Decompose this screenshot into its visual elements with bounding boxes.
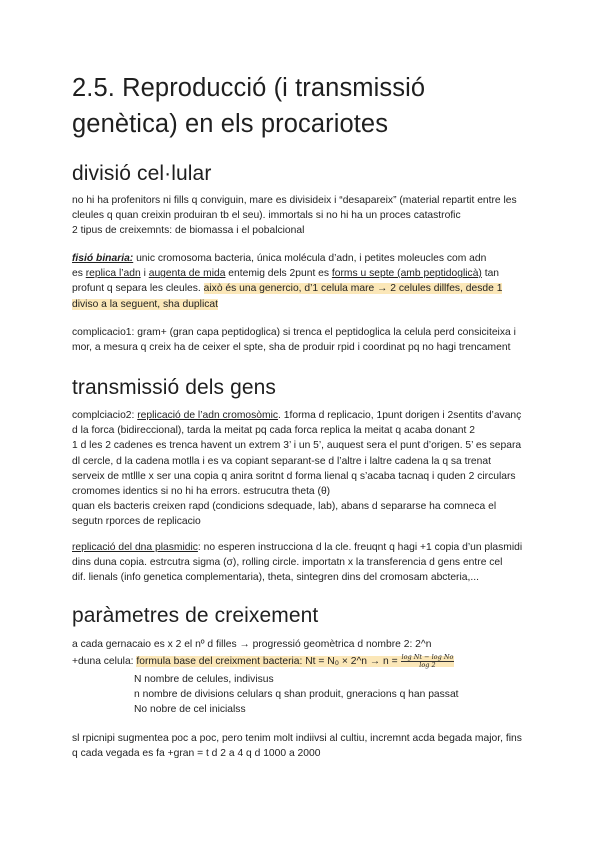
text-segment: entemig dels 2punt es	[225, 268, 332, 280]
text-line: dl cercle, d la cadena motlla i es va copiant separant-se d l’altre i laltre cadena la q sa trenat	[72, 455, 491, 467]
page-title	[72, 70, 542, 142]
text-line	[72, 266, 558, 281]
text-line: sl rpicnipi sugmentea poc a poc, pero tenim molt indiivsi al cultiu, incremnt acda begada major, fins	[72, 733, 522, 744]
definition-item: n nombre de divisions celulars q shan produit, gneracions q han passat	[134, 689, 459, 701]
text-segment: profunt q separa les cleules.	[72, 283, 204, 295]
formula-fraction	[401, 654, 455, 669]
paragraph-complicacio2	[72, 408, 558, 530]
text-line: 1 d les 2 cadenes es trenca havent un extrem 3’ i un 5’, auquest sera el punt d’origen. 5’ es separa	[72, 440, 522, 452]
term-fisio-binaria: fisió binaria:	[72, 253, 134, 264]
text-line: segutn rporces de replicacio	[72, 516, 201, 528]
text-line: dif. lienals (info genetica complementaria), theta, sintegren dins del cromosam abcteria,...	[72, 572, 479, 584]
definition-item: N nombre de celules, indivisus	[134, 674, 274, 685]
underlined-term: forms u septe (amb peptidoglicà)	[331, 268, 482, 280]
text-line	[72, 297, 558, 312]
heading-transmissio-gens: transmissió dels gens	[72, 376, 277, 399]
text-line	[72, 540, 558, 555]
text-line: no hi ha profenitors ni fills q conviguin, mare es divisideix i “desapareix” (material repartit entre les	[72, 195, 517, 206]
text-segment: unic cromosoma bacteria, única molécula d’adn, i petites moleucles com adn	[133, 253, 487, 264]
text-segment: es	[72, 268, 86, 280]
paragraph-formula	[72, 637, 558, 670]
paragraph-final	[72, 731, 558, 761]
definition-item: No nobre de cel inicialss	[134, 704, 246, 716]
heading-parametres-creixement: paràmetres de creixement	[72, 604, 319, 627]
formula-text: → n =	[367, 656, 401, 668]
text-line	[72, 408, 558, 423]
text-line: dins duna copia. estrcutra sigma (σ), rolling circle. importatn x la transferencia d gens entre cel	[72, 557, 503, 569]
text-segment: : no esperen instrucciona d la cle. freuqnt q hagi +1 copia d’un plasmidi	[197, 542, 523, 553]
text-segment: i	[140, 268, 149, 280]
fraction-denominator: log 2	[419, 661, 436, 670]
heading-divisio-cellular: divisió cel·lular	[72, 162, 212, 185]
text-line: a cada gernacaio es x 2 el nº d filles → progressió geomètrica d nombre 2: 2^n	[72, 639, 432, 650]
text-line: 2 tipus de creixemnts: de biomassa i el pobalcional	[72, 225, 305, 237]
text-line	[72, 281, 558, 296]
text-segment: complciacio2:	[72, 410, 138, 421]
paragraph-fisio-binaria	[72, 251, 558, 312]
definitions-list	[72, 672, 558, 718]
highlighted-formula	[136, 653, 454, 670]
text-line: cleules q quan creixin produiran tb el seu). immortals si no hi ha un proces catastrofic	[72, 210, 461, 222]
text-line: cromomes identics si no hi ha errors. estrucutra theta (θ)	[72, 486, 331, 498]
fraction-numerator: log Nt − log No	[401, 653, 454, 662]
underlined-term: replica l’adn	[85, 268, 141, 280]
text-line: q cada vegada es fa +gran = t d 2 a 4 q d 1000 a 2000	[72, 748, 321, 760]
underlined-term: augenta de mida	[148, 268, 226, 280]
text-segment: +duna celula:	[72, 656, 137, 668]
paragraph-plasmid	[72, 540, 558, 586]
formula-text: formula base del creixment bacteria: Nt = N₀ × 2^n	[136, 656, 368, 668]
title-line-2: genètica) en els procariotes	[72, 110, 389, 138]
highlighted-text: això és una genercio, d’1 celula mare → 2 celules dillfes, desde 1	[203, 283, 503, 295]
text-line	[72, 654, 558, 669]
underlined-term: replicació del dna plasmidic	[72, 542, 198, 553]
highlighted-text: diviso a la seguent, sha duplicat	[72, 298, 218, 310]
text-line: mor, a mesura q creix ha de ceixer el spte, sha de produir rpid i coordinat pq no hagi trencament	[72, 342, 511, 354]
text-line: complicacio1: gram+ (gran capa peptidoglica) si trenca el peptidoglica la celula perd consiciteixa i	[72, 327, 516, 338]
title-line-1: 2.5. Reproducció (i transmissió	[72, 74, 426, 102]
text-segment: . 1forma d replicacio, 1punt dorigen i 2sentits d’avanç	[278, 410, 522, 421]
text-line: d la forca (bidireccional), tarda la meitat pq cada forca replica la meitat q acaba donant 2	[72, 425, 475, 437]
text-line: serveix de mtllle x ser una copia q anira soritnt d forma lienal q s’acaba tacnaq i quden 2 circulars	[72, 470, 516, 482]
text-line: quan els bacteris creixen rapd (condicions sdequade, lab), abans d separarse ha comneca el	[72, 501, 497, 513]
text-line	[72, 251, 558, 266]
paragraph-complicacio1	[72, 325, 558, 355]
underlined-term: replicació de l’adn cromosòmic	[137, 410, 279, 421]
paragraph-intro	[72, 193, 558, 239]
text-segment: tan	[481, 268, 500, 280]
